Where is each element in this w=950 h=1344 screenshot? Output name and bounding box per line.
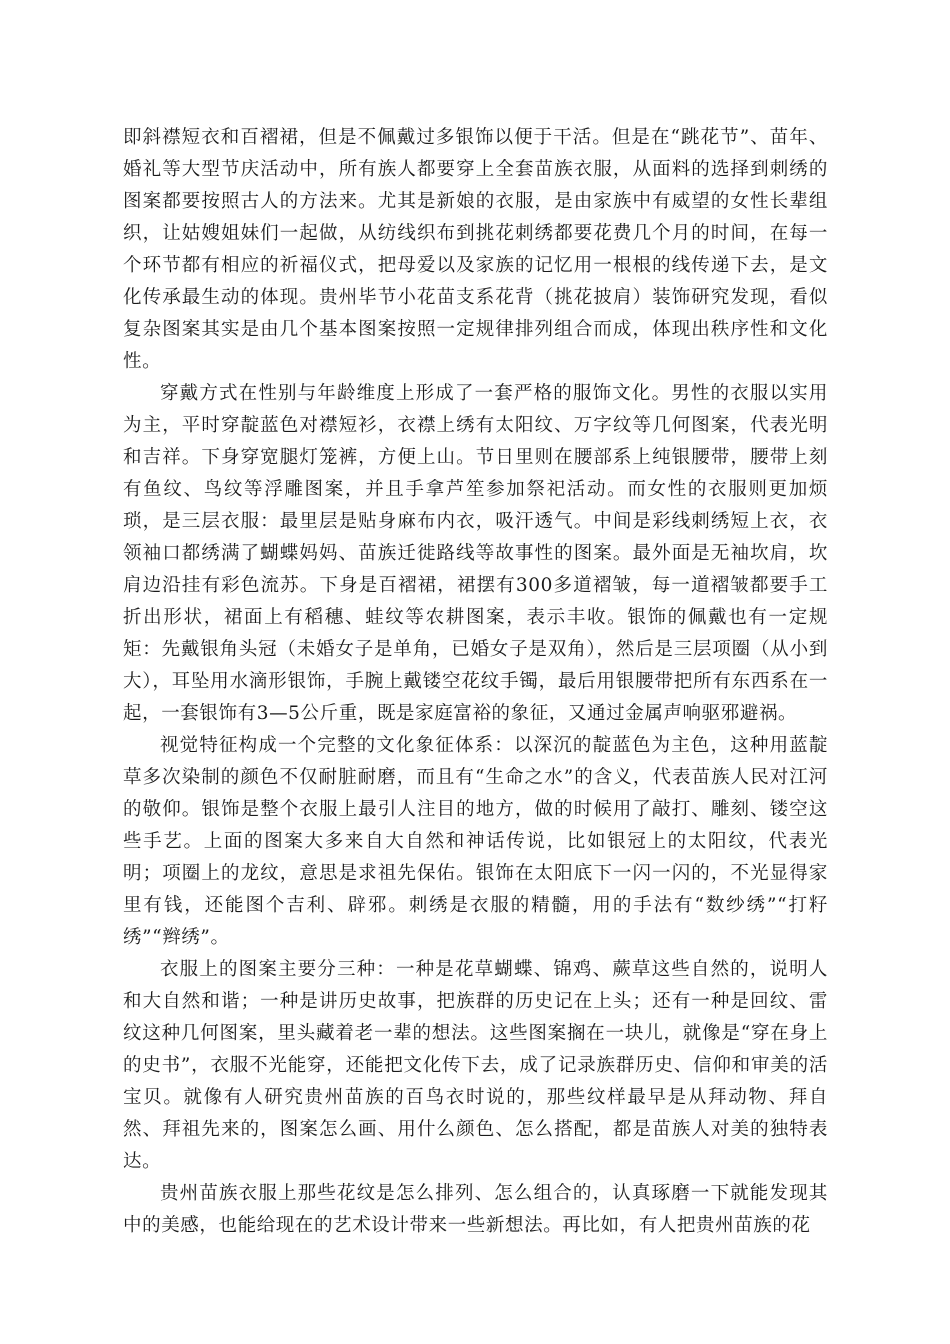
paragraph-visual-features: 视觉特征构成一个完整的文化象征体系：以深沉的靛蓝色为主色，这种用蓝靛草多次染制的颜色不仅耐脏耐磨，而且有“生命之水”的含义，代表苗族人民对江河的敬仰。银饰是整个衣服上最引人注目的地方，做的时候用了敲打、雕刻、镂空这些手艺。上面的图案大多来自大自然和神话传说，比如银冠上的太阳纹，代表光明；项圈上的龙纹，意思是求祖先保佑。银饰在太阳底下一闪一闪的，不光显得家里有钱，还能图个吉利、辟邪。刺绣是衣服的精髓，用的手法有“数纱绣”“打籽绣”“辫绣”。 [123,735,828,948]
paragraph-pattern-types: 衣服上的图案主要分三种：一种是花草蝴蝶、锦鸡、蕨草这些自然的，说明人和大自然和谐；一种是讲历史故事，把族群的历史记在上头；还有一种是回纹、雷纹这种几何图案，里头藏着老一辈的想法。这些图案搁在一块儿，就像是“穿在身上的史书”，衣服不光能穿，还能把文化传下去，成了记录族群历史、信仰和审美的活宝贝。就像有人研究贵州苗族的百鸟衣时说的，那些纹样最早是从拜动物、拜自然、拜祖先来的，图案怎么画、用什么颜色、怎么搭配，都是苗族人对美的独特表达。 [123,959,828,1172]
paragraph-continuation: 即斜襟短衣和百褶裙，但是不佩戴过多银饰以便于干活。但是在“跳花节”、苗年、婚礼等大型节庆活动中，所有族人都要穿上全套苗族衣服，从面料的选择到刺绣的图案都要按照古人的方法来。尤其是新娘的衣服，是由家族中有威望的女性长辈组织，让姑嫂姐妹们一起做，从纺线织布到挑花刺绣都要花费几个月的时间，在每一个环节都有相应的祈福仪式，把母爱以及家族的记忆用一根根的线传递下去，是文化传承最生动的体现。贵州毕节小花苗支系花背（挑花披肩）装饰研究发现，看似复杂图案其实是由几个基本图案按照一定规律排列组合而成，体现出秩序性和文化性。 [123,127,828,372]
paragraph-design-inspiration: 贵州苗族衣服上那些花纹是怎么排列、怎么组合的，认真琢磨一下就能发现其中的美感，也能给现在的艺术设计带来一些新想法。再比如，有人把贵州苗族的花 [123,1183,828,1236]
paragraph-wearing-style: 穿戴方式在性别与年龄维度上形成了一套严格的服饰文化。男性的衣服以实用为主，平时穿靛蓝色对襟短衫，衣襟上绣有太阳纹、万字纹等几何图案，代表光明和吉祥。下身穿宽腿灯笼裤，方便上山。节日里则在腰部系上纯银腰带，腰带上刻有鱼纹、鸟纹等浮雕图案，并且手拿芦笙参加祭祀活动。而女性的衣服则更加烦琐，是三层衣服：最里层是贴身麻布内衣，吸汗透气。中间是彩线刺绣短上衣，衣领袖口都绣满了蝴蝶妈妈、苗族迁徙路线等故事性的图案。最外面是无袖坎肩，坎肩边沿挂有彩色流苏。下身是百褶裙，裙摆有300多道褶皱，每一道褶皱都要手工折出形状，裙面上有稻穗、蛙纹等农耕图案，表示丰收。银饰的佩戴也有一定规矩：先戴银角头冠（未婚女子是单角，已婚女子是双角），然后是三层项圈（从小到大），耳坠用水滴形银饰，手腕上戴镂空花纹手镯，最后用银腰带把所有东西系在一起，一套银饰有3—5公斤重，既是家庭富裕的象征，又通过金属声响驱邪避祸。 [123,383,828,724]
document-body [123,122,828,1242]
